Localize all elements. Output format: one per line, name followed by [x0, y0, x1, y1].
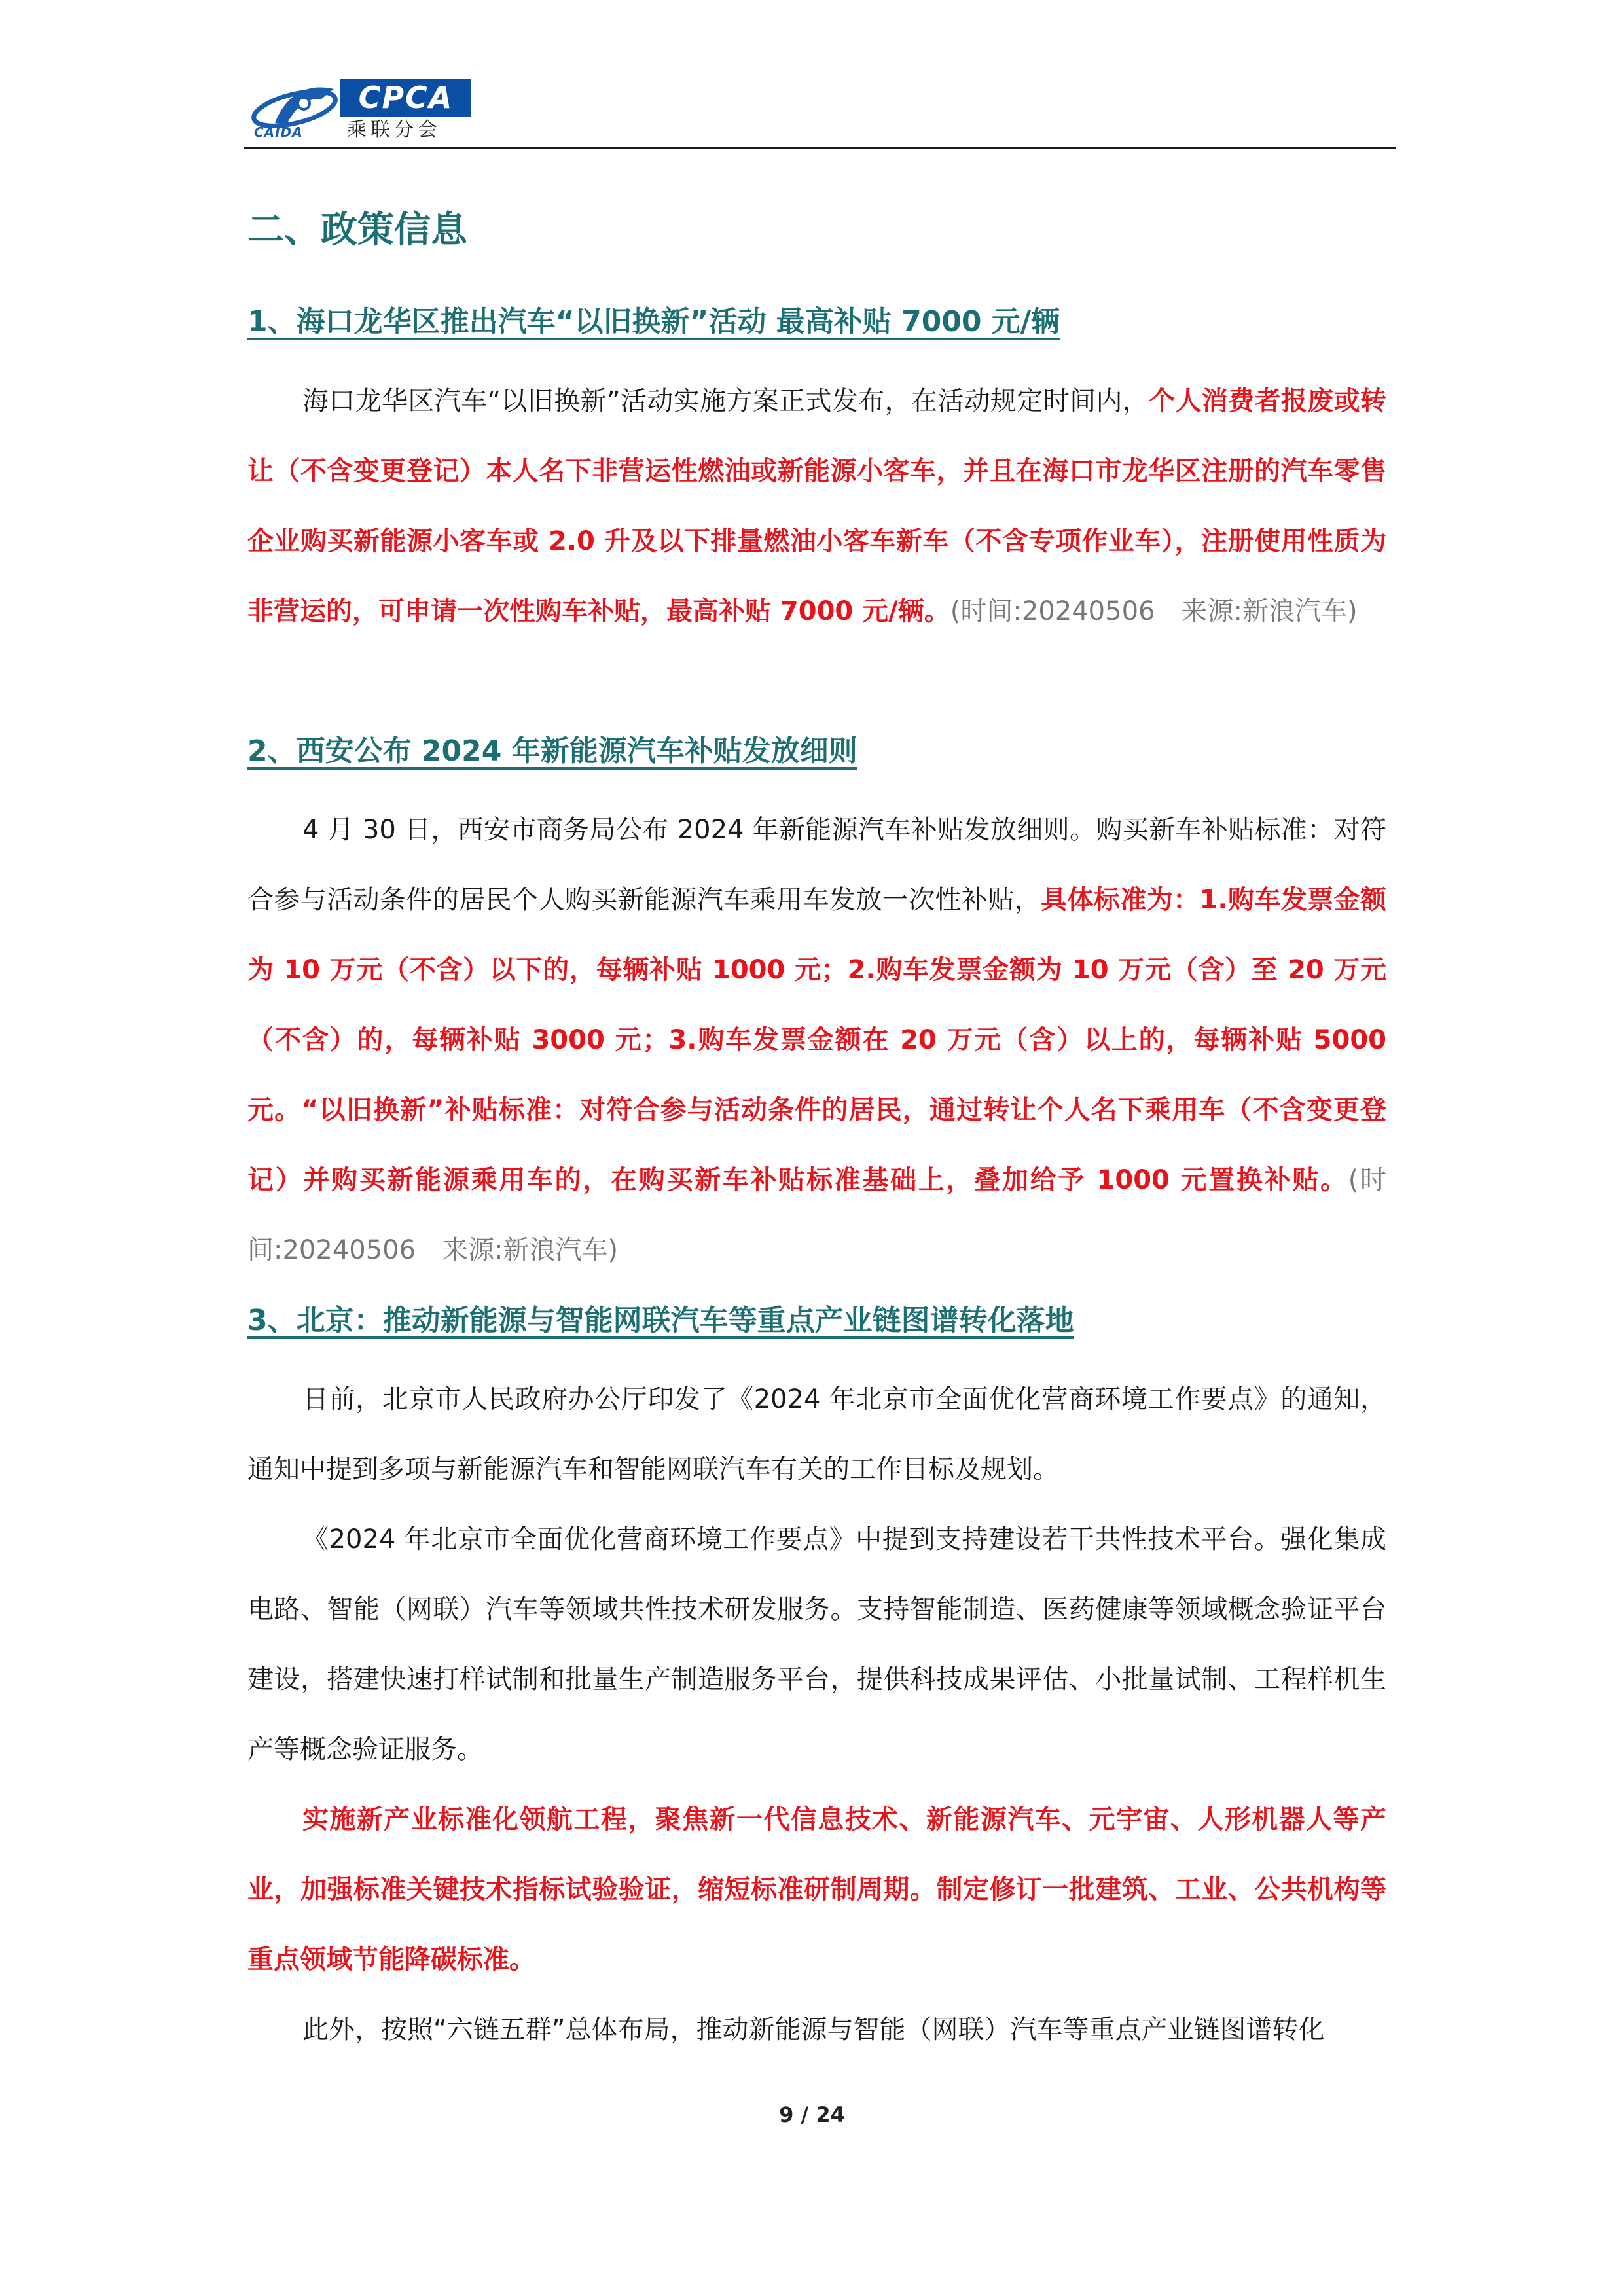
article-2-paragraph	[247, 795, 1386, 1285]
article-3-paragraph-1	[247, 1365, 1386, 1505]
section-title: 二、政策信息	[247, 209, 467, 251]
logo-subtitle: 乘联分会	[347, 118, 441, 141]
paragraph-normal-text: 4 月 30 日，西安市商务局公布 2024 年新能源汽车补贴发放细则。购买新车补贴标准：对符合参与活动条件的居民个人购买新能源汽车乘用车发放一次性补贴，	[247, 815, 1386, 915]
article-1-heading: 1、海口龙华区推出汽车“以旧换新”活动 最高补贴 7000 元/辆	[247, 305, 1060, 338]
article-1-paragraph	[247, 367, 1386, 647]
paragraph-source-text: (时间:20240506 来源:新浪汽车)	[247, 1165, 1386, 1265]
paragraph-normal-text: 日前，北京市人民政府办公厅印发了《2024 年北京市全面优化营商环境工作要点》的通知，通知中提到多项与新能源汽车和智能网联汽车有关的工作目标及规划。	[247, 1384, 1386, 1484]
page-number: 9 / 24	[779, 2102, 845, 2127]
article-3-heading: 3、北京：推动新能源与智能网联汽车等重点产业链图谱转化落地	[247, 1304, 1074, 1337]
article-3-paragraph-4	[247, 1995, 1386, 2065]
paragraph-highlight-text: 实施新产业标准化领航工程，聚焦新一代信息技术、新能源汽车、元宇宙、人形机器人等产业，加强标准关键技术指标试验验证，缩短标准研制周期。制定修订一批建筑、工业、公共机构等重点领域节能降碳标准。	[247, 1804, 1386, 1975]
paragraph-highlight-text: 个人消费者报废或转让（不含变更登记）本人名下非营运性燃油或新能源小客车，并且在海口市龙华区注册的汽车零售企业购买新能源小客车或 2.0 升及以下排量燃油小客车新车（不含专项作业车），注册使用性质为非营运的，可申请一次性购车补贴，最高补贴 7000 元/辆。	[247, 386, 1386, 626]
logo-mark-text: CAIDA	[254, 124, 303, 140]
article-3-paragraph-3	[247, 1785, 1386, 1995]
paragraph-source-text: (时间:20240506 来源:新浪汽车)	[950, 596, 1358, 626]
article-2-heading: 2、西安公布 2024 年新能源汽车补贴发放细则	[247, 734, 857, 768]
header-divider	[244, 147, 1396, 149]
logo-text: CPCA	[358, 80, 454, 115]
cpca-logo	[249, 73, 471, 139]
paragraph-normal-text: 《2024 年北京市全面优化营商环境工作要点》中提到支持建设若干共性技术平台。强化集成电路、智能（网联）汽车等领域共性技术研发服务。支持智能制造、医药健康等领域概念验证平台建设，搭建快速打样试制和批量生产制造服务平台，提供科技成果评估、小批量试制、工程样机生产等概念验证服务。	[247, 1524, 1386, 1765]
paragraph-normal-text: 此外，按照“六链五群”总体布局，推动新能源与智能（网联）汽车等重点产业链图谱转化	[302, 2015, 1325, 2045]
page-header	[244, 65, 1396, 151]
paragraph-highlight-text: 具体标准为：1.购车发票金额为 10 万元（不含）以下的，每辆补贴 1000 元；2.购车发票金额为 10 万元（含）至 20 万元（不含）的，每辆补贴 3000 元；3.购车发票金额在 20 万元（含）以上的，每辆补贴 5000 元。“以旧换新”补贴标准：对符合参与活动条件的居民，通过转让个人名下乘用车（不含变更登记）并购买新能源乘用车的，在购买新车补贴标准基础上，叠加给予 1000 元置换补贴。	[247, 885, 1387, 1195]
paragraph-normal-text: 海口龙华区汽车“以旧换新”活动实施方案正式发布，在活动规定时间内，	[302, 386, 1149, 416]
article-3-paragraph-2	[247, 1505, 1386, 1785]
